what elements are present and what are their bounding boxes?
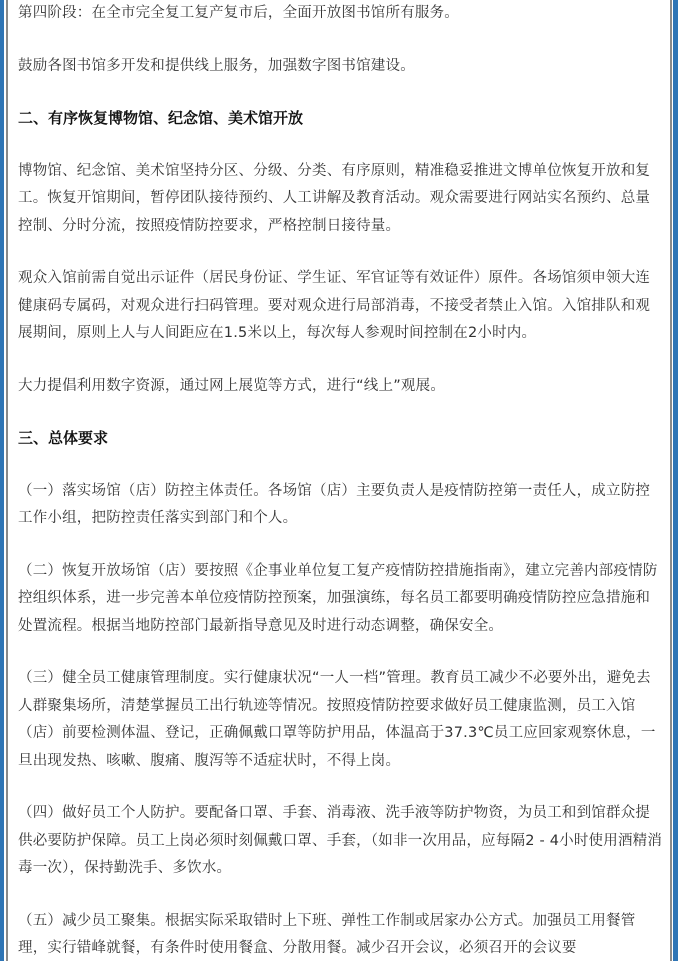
paragraph-requirement-1: （一）落实场馆（店）防控主体责任。各场馆（店）主要负责人是疫情防控第一责任人，成立防控工作小组，把防控责任落实到部门和个人。 <box>18 482 651 526</box>
left-border-line <box>6 0 8 961</box>
paragraph-requirement-3: （三）健全员工健康管理制度。实行健康状况“一人一档”管理。教育员工减少不必要外出，避免去人群聚集场所，清楚掌握员工出行轨迹等情况。按照疫情防控要求做好员工健康监测，员工入馆（店）前要检测体温、登记，正确佩戴口罩等防护用品，体温高于37.3℃员工应回家观察休息，一旦出现发热、咳嗽、腹痛、腹泻等不适症状时，不得上岗。 <box>18 670 656 769</box>
paragraph-requirement-5: （五）减少员工聚集。根据实际采取错时上下班、弹性工作制或居家办公方式。加强员工用餐管理，实行错峰就餐，有条件时使用餐盒、分散用餐。减少召开会议，必须召开的会议要 <box>18 912 636 956</box>
left-border-accent <box>0 0 4 961</box>
right-border-accent <box>673 0 678 961</box>
paragraph-stage4: 第四阶段：在全市完全复工复产复市后，全面开放图书馆所有服务。 <box>18 5 459 21</box>
section-heading-general-requirements: 三、总体要求 <box>18 429 109 447</box>
section-heading-museums: 二、有序恢复博物馆、纪念馆、美术馆开放 <box>18 109 304 127</box>
paragraph-digital-resources: 大力提倡利用数字资源，通过网上展览等方式，进行“线上”观展。 <box>18 377 446 394</box>
paragraph-encourage-online: 鼓励各图书馆多开发和提供线上服务，加强数字图书馆建设。 <box>18 57 415 74</box>
paragraph-visitor-entry: 观众入馆前需自觉出示证件（居民身份证、学生证、军官证等有效证件）原件。各场馆须申领大连健康码专属码，对观众进行扫码管理。要对观众进行局部消毒，不接受者禁止入馆。入馆排队和观展期间，原则上人与人间距应在1.5米以上，每次每人参观时间控制在2小时内。 <box>18 270 651 341</box>
right-border-line <box>670 0 672 961</box>
paragraph-requirement-4: （四）做好员工个人防护。要配备口罩、手套、消毒液、洗手液等防护物资，为员工和到馆群众提供必要防护保障。员工上岗必须时刻佩戴口罩、手套，（如非一次用品，应每隔2 - 4小时使用酒精消毒一次），保持勤洗手、多饮水。 <box>18 805 663 876</box>
paragraph-requirement-2: （二）恢复开放场馆（店）要按照《企事业单位复工复产疫情防控措施指南》，建立完善内部疫情防控组织体系，进一步完善本单位疫情防控预案，加强演练，每名员工都要明确疫情防控应急措施和处置流程。根据当地防控部门最新指导意见及时进行动态调整，确保安全。 <box>18 562 658 634</box>
article-body <box>18 0 664 963</box>
paragraph-museum-principles: 博物馆、纪念馆、美术馆坚持分区、分级、分类、有序原则，精准稳妥推进文博单位恢复开放和复工。恢复开馆期间，暂停团队接待预约、人工讲解及教育活动。观众需要进行网站实名预约、总量控制、分时分流，按照疫情防控要求，严格控制日接待量。 <box>18 162 651 234</box>
